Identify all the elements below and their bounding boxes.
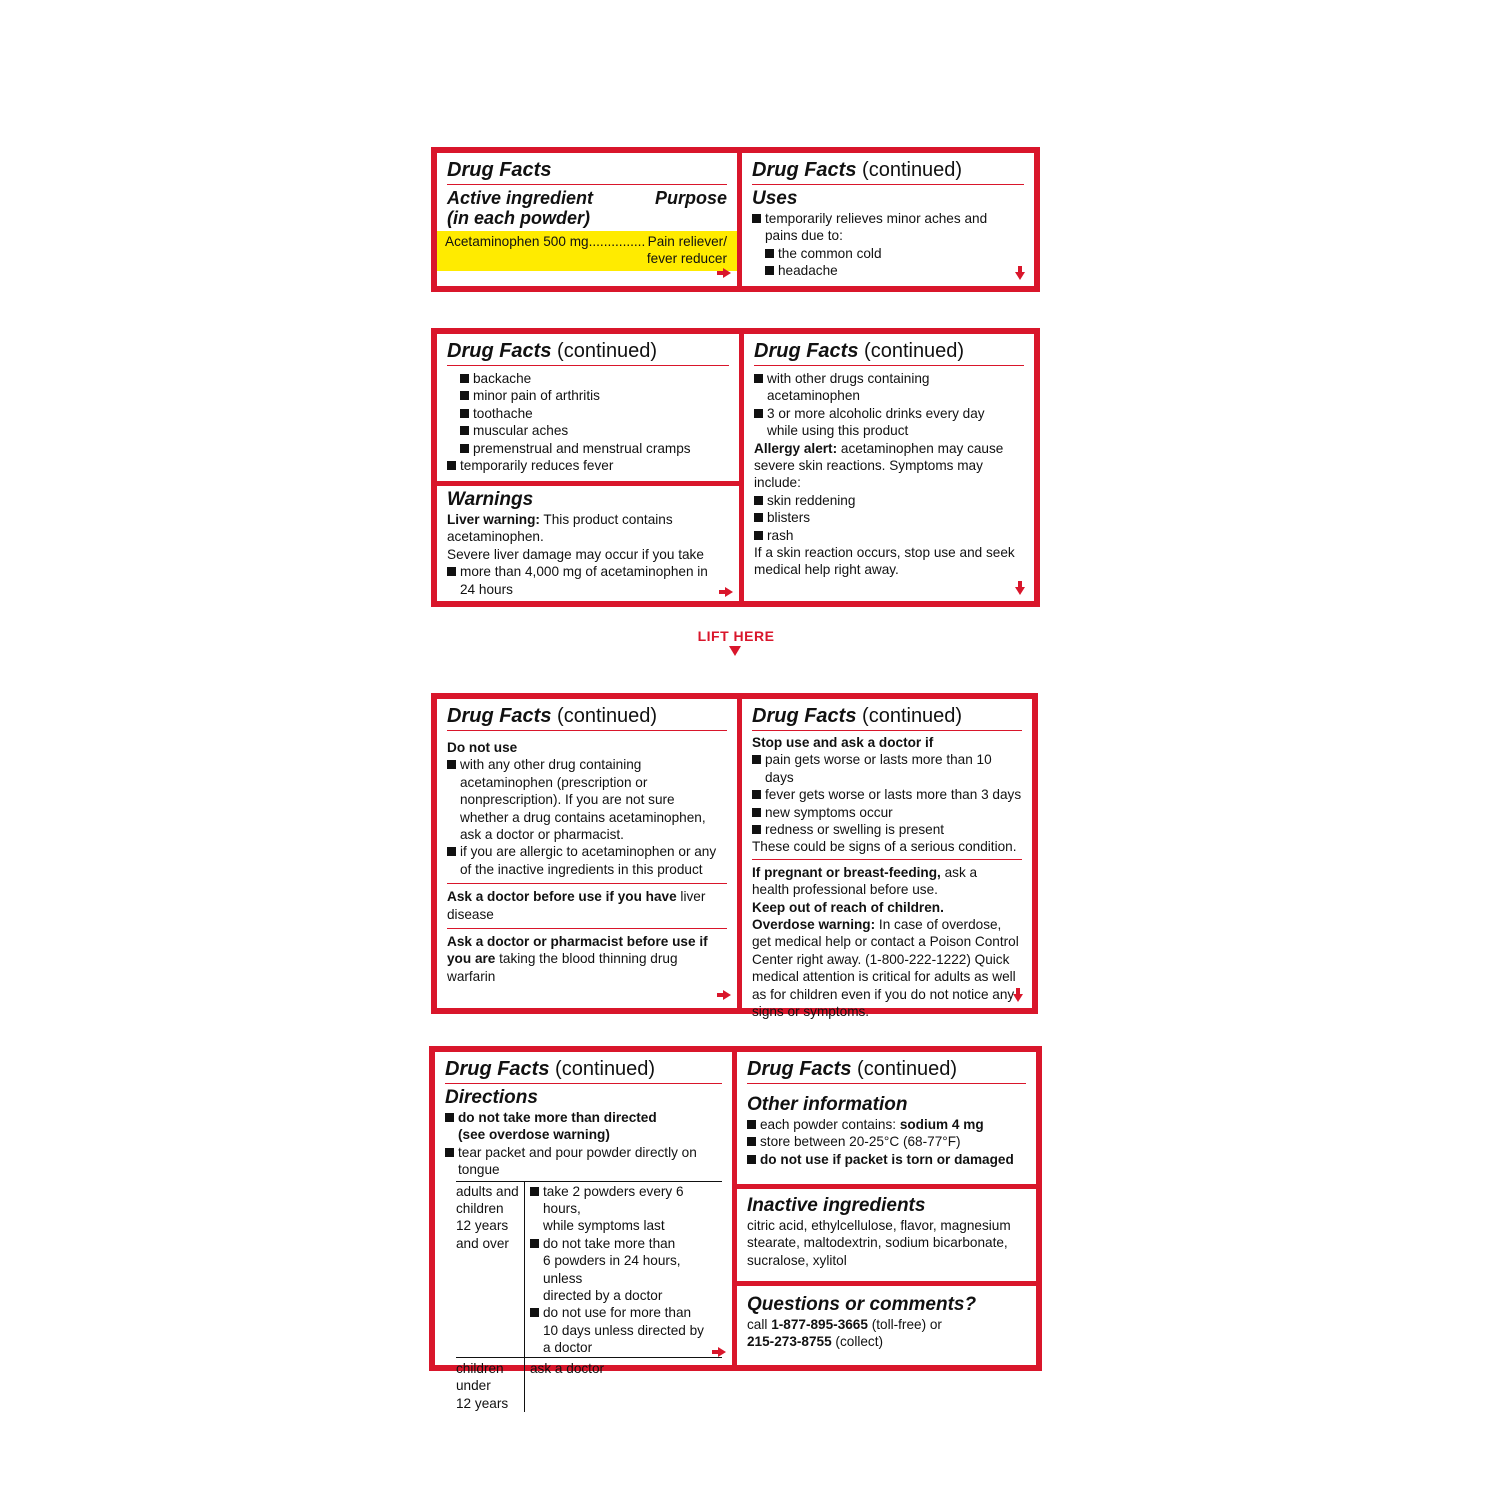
questions-heading: Questions or comments?	[747, 1294, 977, 1315]
list-item-cont: ask a doctor or pharmacist.	[460, 827, 624, 843]
list-item-cont: 6 powders in 24 hours, unless	[543, 1253, 681, 1286]
ask-doctor-before-use: Ask a doctor before use if you have liver	[447, 889, 706, 905]
list-item: with other drugs containing	[754, 370, 1024, 387]
list-item: temporarily relieves minor aches and	[752, 210, 1024, 227]
panel-title: Drug Facts (continued)	[752, 157, 1024, 185]
text-line: get medical help or contact a Poison Control	[752, 934, 1019, 950]
uses-panel	[742, 153, 1034, 286]
lift-here-label[interactable]: LIFT HERE	[697, 628, 775, 644]
drug-facts-row-2	[431, 328, 1040, 607]
list-item: do not use if packet is torn or damaged	[747, 1151, 1026, 1168]
warnings-panel	[437, 334, 739, 601]
list-item: take 2 powders every 6 hours,	[530, 1183, 722, 1218]
drug-facts-row-3	[431, 693, 1038, 1020]
stop-use-heading: Stop use and ask a doctor if	[752, 735, 934, 750]
text-line: signs or symptoms.	[752, 1004, 870, 1020]
list-item: premenstrual and menstrual cramps	[460, 440, 729, 457]
purpose-text-2: fever reducer	[646, 251, 727, 267]
text-line: disease	[447, 906, 494, 922]
keep-out-of-reach: Keep out of reach of children.	[752, 899, 944, 915]
text-line: citric acid, ethylcellulose, flavor, magnesium	[747, 1218, 1011, 1233]
table-cell: ask a doctor	[530, 1360, 605, 1376]
dosage-table-row-adults	[456, 1181, 722, 1357]
purpose-label: Purpose	[654, 188, 727, 208]
text-line: medical help right away.	[754, 562, 899, 578]
list-item-cont: pains due to:	[765, 228, 843, 244]
do-not-use-heading: Do not use	[447, 740, 518, 755]
list-item: more than 4,000 mg of acetaminophen in	[447, 563, 729, 580]
list-item-cont: nonprescription). If you are not sure	[460, 792, 675, 808]
arrow-down-icon	[1015, 587, 1025, 595]
arrow-down-icon	[1015, 272, 1025, 280]
list-item-cont: of the inactive ingredients in this product	[460, 861, 703, 877]
text-line: Center right away. (1-800-222-1222) Quick	[752, 951, 1010, 967]
panel-title: Drug Facts (continued)	[754, 338, 1024, 366]
list-item: the common cold	[765, 245, 1024, 262]
list-item-cont: while using this product	[767, 423, 909, 439]
purpose-text-1: Pain reliever/	[647, 234, 727, 249]
text-line: sucralose, xylitol	[747, 1252, 847, 1268]
directions-panel	[435, 1052, 732, 1411]
arrow-right-icon	[723, 268, 731, 278]
overdose-warning: Overdose warning: In case of overdose,	[752, 917, 1002, 933]
triangle-down-icon	[729, 646, 741, 656]
list-item: tear packet and pour powder directly on tongue	[445, 1144, 722, 1179]
stop-use-panel	[742, 699, 1032, 1020]
ingredient-text: Acetaminophen 500 mg...............	[445, 234, 646, 249]
list-item: if you are allergic to acetaminophen or any	[447, 843, 727, 860]
text-line: medical attention is critical for adults as well	[752, 969, 1016, 985]
list-item: skin reddening	[754, 492, 1024, 509]
panel-title: Drug Facts (continued)	[445, 1056, 722, 1084]
table-cell: and over	[456, 1235, 509, 1251]
text-line: stearate, maltodextrin, sodium bicarbonate,	[747, 1235, 1008, 1251]
list-item-cont: whether a drug contains acetaminophen,	[460, 809, 706, 825]
list-item: muscular aches	[460, 422, 729, 439]
do-not-use-panel	[437, 699, 737, 1008]
list-item: do not use for more than	[530, 1304, 722, 1321]
panel-title: Drug Facts (continued)	[447, 703, 727, 731]
list-item-cont: acetaminophen (prescription or	[460, 774, 648, 790]
list-item: rash	[754, 527, 1024, 544]
text-line: If a skin reaction occurs, stop use and seek	[754, 545, 1015, 561]
text-line: severe skin reactions. Symptoms may	[754, 458, 983, 474]
directions-heading: Directions	[445, 1087, 538, 1108]
dosage-table-row-children	[456, 1357, 722, 1412]
list-item: blisters	[754, 509, 1024, 526]
list-item-cont: a doctor	[543, 1340, 593, 1356]
arrow-right-icon	[718, 1347, 726, 1357]
phone-line-2: 215-273-8755 (collect)	[747, 1334, 884, 1350]
other-info-panel	[737, 1052, 1036, 1365]
active-ingredient-header	[447, 188, 727, 228]
list-item: do not take more than directed	[445, 1109, 722, 1126]
inactive-ingredients-heading: Inactive ingredients	[747, 1195, 926, 1216]
text-line: include:	[754, 475, 801, 491]
text-line: Severe liver damage may occur if you take	[447, 546, 704, 562]
list-item: temporarily reduces fever	[447, 457, 729, 474]
list-item-cont: acetaminophen	[767, 388, 860, 404]
liver-warning: Liver warning: This product contains	[447, 512, 673, 527]
each-powder-label: (in each powder)	[447, 208, 591, 228]
drug-facts-row-1	[431, 147, 1040, 292]
table-cell: adults and	[456, 1183, 519, 1199]
drug-facts-row-4	[429, 1046, 1042, 1411]
text-line: These could be signs of a serious condition.	[752, 839, 1017, 855]
table-cell: children	[456, 1360, 504, 1376]
ask-pharmacist-heading: Ask a doctor or pharmacist before use if	[447, 934, 708, 950]
arrow-right-icon	[723, 990, 731, 1000]
uses-heading: Uses	[752, 188, 798, 209]
panel-title: Drug Facts (continued)	[752, 703, 1022, 731]
text-line: warfarin	[447, 968, 496, 984]
list-item: each powder contains: sodium 4 mg	[747, 1116, 1026, 1133]
list-item-cont: 24 hours	[460, 581, 513, 597]
list-item-cont: directed by a doctor	[543, 1288, 663, 1304]
table-cell: children	[456, 1201, 504, 1217]
other-info-heading: Other information	[747, 1094, 908, 1115]
ask-pharmacist-text: you are taking the blood thinning drug	[447, 951, 678, 967]
active-ingredient-panel	[437, 153, 737, 286]
list-item: new symptoms occur	[752, 804, 1022, 821]
panel-title: Drug Facts (continued)	[447, 338, 729, 366]
warnings-heading: Warnings	[447, 489, 534, 510]
list-item-cont: (see overdose warning)	[458, 1127, 610, 1143]
text-line: acetaminophen.	[447, 529, 544, 545]
list-item: backache	[460, 370, 729, 387]
list-item: pain gets worse or lasts more than 10 days	[752, 751, 1022, 786]
list-item: toothache	[460, 405, 729, 422]
table-cell: 12 years	[456, 1218, 509, 1234]
table-cell: 12 years	[456, 1395, 509, 1411]
allergy-panel	[744, 334, 1034, 601]
text-line: health professional before use.	[752, 882, 938, 898]
phone-line-1: call 1-877-895-3665 (toll-free) or	[747, 1317, 942, 1332]
table-cell: under	[456, 1378, 491, 1394]
list-item: redness or swelling is present	[752, 821, 1022, 838]
list-item: minor pain of arthritis	[460, 387, 729, 404]
panel-title: Drug Facts	[447, 157, 727, 185]
list-item: headache	[765, 262, 1024, 279]
list-item: with any other drug containing	[447, 756, 727, 773]
list-item-cont: 10 days unless directed by	[543, 1322, 704, 1338]
list-item: 3 or more alcoholic drinks every day	[754, 405, 1024, 422]
arrow-right-icon	[725, 587, 733, 597]
arrow-down-icon	[1013, 994, 1023, 1002]
ingredient-highlight	[437, 231, 737, 271]
list-item: store between 20-25°C (68-77°F)	[747, 1133, 1026, 1150]
list-item: do not take more than	[530, 1235, 722, 1252]
list-item: fever gets worse or lasts more than 3 days	[752, 786, 1022, 803]
pregnant-warning: If pregnant or breast-feeding, ask a	[752, 864, 978, 880]
panel-title: Drug Facts (continued)	[747, 1056, 1026, 1084]
text-line: as for children even if you do not notice any	[752, 986, 1015, 1002]
allergy-alert: Allergy alert: acetaminophen may cause	[754, 440, 1004, 456]
active-ingredient-label: Active ingredient	[447, 188, 594, 208]
list-item-cont: while symptoms last	[543, 1218, 665, 1234]
